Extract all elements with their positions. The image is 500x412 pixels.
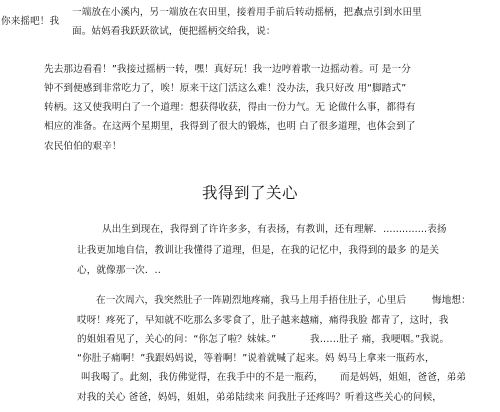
paragraph-line: 而是妈妈，姐姐，爸爸，弟弟: [340, 372, 467, 383]
text-fragment-left: 你来摇吧！我: [1, 16, 60, 27]
paragraph-line: 先去那边看看！”我接过摇柄一转，嘿！真好玩！我一边哼着歌一边摇动着。可 是一分: [44, 64, 411, 75]
paragraph-line: 的是关: [410, 245, 440, 256]
paragraph-line: 让我更加地自信，教训让我懂得了道理，但是，在我的记忆中，我得到的最多: [77, 245, 407, 256]
section-title: 我得到了关心: [201, 184, 298, 202]
paragraph-line: 农民伯伯的艰辛！: [44, 141, 122, 152]
paragraph-line: 悔地想：: [432, 295, 471, 306]
paragraph-line: “你肚子痛啊！”我跟妈妈说，等着啊！”说着就喊了起来。妈 妈马上拿来一瓶药水，: [77, 353, 435, 364]
paragraph-line: 相应的准备。在这两个星期里，我得到了很大的锻炼，也明 白了很多道理，也体会到了: [44, 121, 416, 132]
paragraph-line: 转柄。这又使我明白了一个道理：想获得收获，得由一份力气。无 论做什么事，都得有: [44, 102, 416, 113]
paragraph-line: 心，就像那一次．..: [77, 265, 161, 276]
paragraph-line: 在一次周六，我突然肚子一阵剧烈地疼痛，我马上用手捂住肚子，心里后: [96, 295, 407, 306]
paragraph-line: 我‥‥‥肚子 痛，我哽咽。”我说。: [310, 334, 450, 345]
paragraph-line: 面。姑妈看我跃跃欲试，便把摇柄交给我，说：: [72, 26, 276, 37]
paragraph-line: 对我的关心 爸爸，妈妈，姐姐，弟弟陆续来 问我肚子还疼吗？听着这些关心的问候，: [77, 392, 442, 403]
paragraph-line: 钟不到便感到非常吃力了，唉！原来干这门活这么难！没办法，我只好改 用“脚踏式”: [44, 83, 407, 94]
paragraph-line: 的姐姐看见了，关心的问：“你怎了啦？妹妹。”: [77, 334, 277, 345]
paragraph-line: 从出生到现在，我得到了许许多多，有表扬，有教训，还有理解．..............表扬: [102, 224, 447, 235]
paragraph-line: 哎呀！疼死了，早知就不吃那么多零食了，肚子越来越痛，痛得我脸 都青了，这时，我: [77, 315, 449, 326]
paragraph-line: 叫我喝了。此刻，我仿佛觉得，在我手中的不是一瓶药，: [81, 372, 324, 383]
paragraph-line: 一端放在小溪内，另一端放在农田里，接着用手前后转动摇柄，把水一: [72, 7, 373, 18]
paragraph-line: 点点引到水田里: [354, 7, 422, 18]
